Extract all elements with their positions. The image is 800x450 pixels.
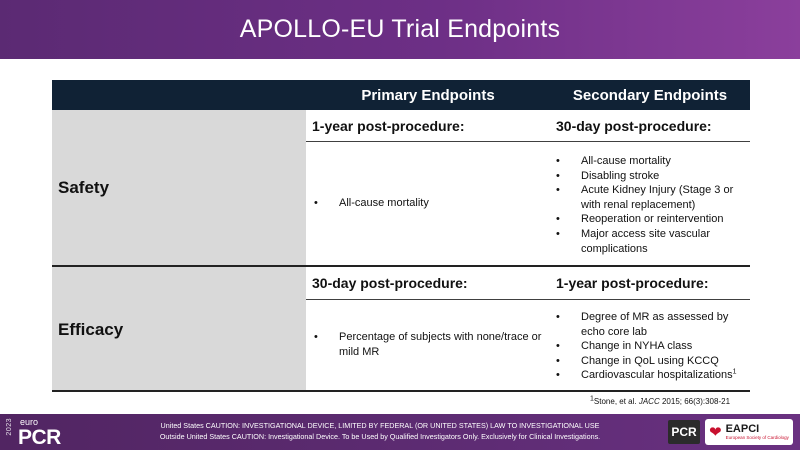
caution-outside-us: Outside United States CAUTION: Investigational Device. To be Used by Qualified Investigators Only. Exclusively for Clinical Investigations. [159,431,601,441]
slide-header [0,0,800,59]
heart-icon: ❤ [709,423,722,441]
eapci-name: EAPCI [725,422,760,435]
footnote-journal: JACC [638,397,660,406]
slide-footer [0,414,800,450]
list-item: • Disabling stroke [556,169,750,184]
eapci-text [726,424,789,441]
endpoints-table [52,80,750,392]
safety-secondary-cell [556,154,750,256]
list-item: • Percentage of subjects with none/trace or mild MR [314,330,546,359]
table-header-row [52,80,750,110]
efficacy-secondary-cell [556,310,750,383]
list-item: • Change in NYHA class [556,339,750,354]
eapci-logo [705,419,793,445]
bullet-list [556,154,750,256]
investigational-caution [110,421,650,442]
list-item: • Change in QoL using KCCQ [556,354,750,369]
list-item [556,368,750,383]
logo-year: 2023 [6,418,13,436]
bullet-list [556,310,750,383]
slide-title: APOLLO-EU Trial Endpoints [239,15,561,43]
logo-pcr: PCR [18,426,61,449]
europcr-logo [6,416,84,448]
logo-euro: euro [20,417,39,427]
list-item-text: Cardiovascular hospitalizations [581,369,733,382]
footnote [590,397,730,406]
safety-primary-cell [314,142,544,265]
column-header-secondary: Secondary Endpoints [572,86,728,104]
row-label-safety: Safety [52,110,306,265]
caution-us: United States CAUTION: INVESTIGATIONAL DEVICE, LIMITED BY FEDERAL (OR UNITED STATES) LAW TO INVESTIGATIONAL USE [160,421,600,430]
column-header-primary: Primary Endpoints [361,86,495,104]
table-bottom-border [52,390,750,392]
eapci-subtitle: European Society of Cardiology [725,434,789,440]
list-item: • All-cause mortality [556,154,750,169]
footnote-citation: 2015; 66(3):308-21 [661,397,731,406]
efficacy-primary-cell [314,300,546,390]
row-label-efficacy: Efficacy [52,267,306,392]
safety-secondary-timepoint: 30-day post-procedure: [556,117,712,134]
list-item: • Degree of MR as assessed by echo core lab [556,310,750,339]
list-item: • Reoperation or reintervention [556,212,750,227]
list-item: • Major access site vascular complications [556,227,750,256]
list-item: • All-cause mortality [314,196,429,211]
bullet-list [314,196,429,211]
superscript-reference: 1 [732,368,737,376]
efficacy-secondary-timepoint: 1-year post-procedure: [556,275,709,291]
footnote-author: Stone, et al. [593,397,637,406]
bullet-list [314,330,546,359]
safety-primary-timepoint: 1-year post-procedure: [312,117,465,134]
list-item: • Acute Kidney Injury (Stage 3 or with renal replacement) [556,183,750,212]
pcr-badge-logo: PCR [668,420,700,444]
efficacy-primary-timepoint: 30-day post-procedure: [312,275,468,291]
footnote-sup: 1 [590,395,594,403]
